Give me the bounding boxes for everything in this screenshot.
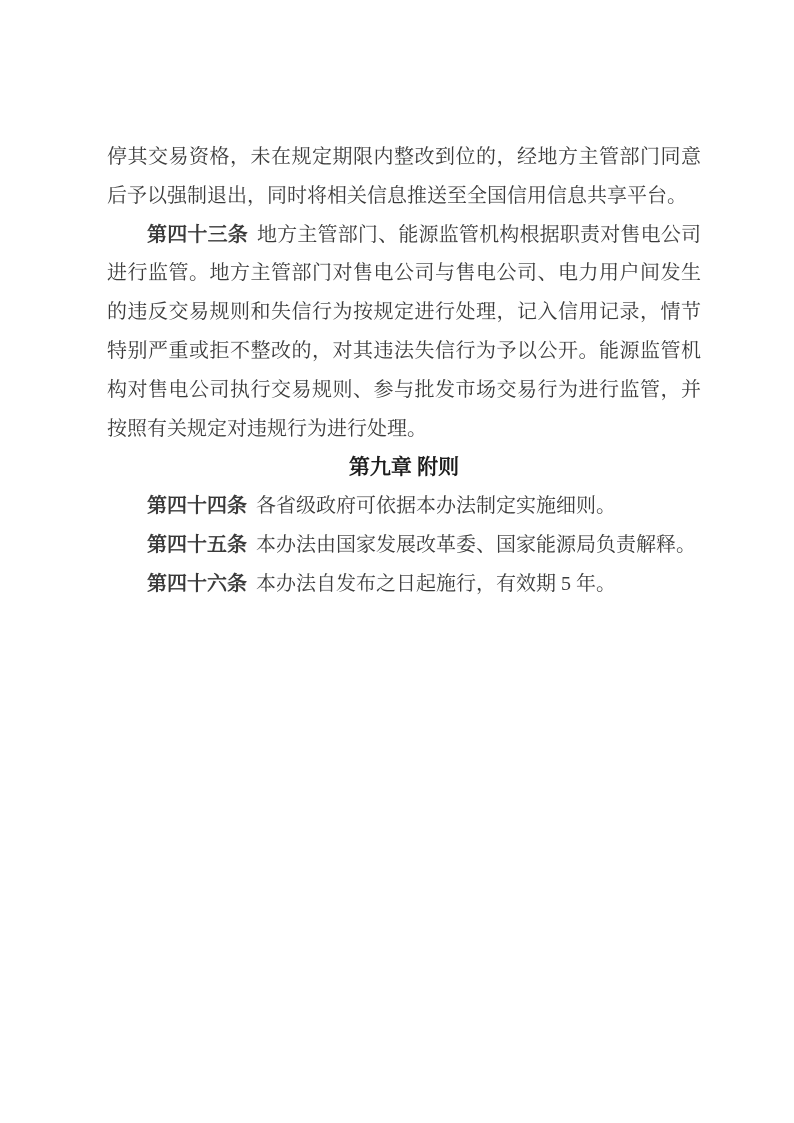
chapter-heading: 第九章 附则 [348, 455, 460, 480]
article-text-46: 本办法自发布之日起施行，有效期 5 年。 [256, 572, 616, 595]
paragraph-article-46 [107, 565, 701, 604]
article-text-45: 本办法由国家发展改革委、国家能源局负责解释。 [256, 533, 696, 556]
article-text-43: 地方主管部门、能源监管机构根据职责对售电公司进行监管。地方主管部门对售电公司与售电公司、电力用户间发生的违反交易规则和失信行为按规定进行处理，记入信用记录，情节特别严重或拒不整改的，对其违法失信行为予以公开。能源监管机构对售电公司执行交易规则、参与批发市场交易行为进行监管，并按照有关规定对违规行为进行处理。 [107, 223, 702, 440]
article-number-44: 第四十四条 [147, 495, 247, 518]
text-block [107, 0, 701, 604]
article-number-46: 第四十六条 [147, 572, 247, 595]
article-number-45: 第四十五条 [147, 533, 247, 556]
paragraph-article-44 [107, 487, 701, 526]
paragraph-article-43 [107, 216, 701, 449]
paragraph-continuation: 停其交易资格，未在规定期限内整改到位的，经地方主管部门同意后予以强制退出，同时将相关信息推送至全国信用信息共享平台。 [107, 146, 701, 207]
paragraph-article-45 [107, 526, 701, 565]
article-text-44: 各省级政府可依据本办法制定实施细则。 [256, 495, 616, 518]
article-number-43: 第四十三条 [147, 223, 248, 246]
